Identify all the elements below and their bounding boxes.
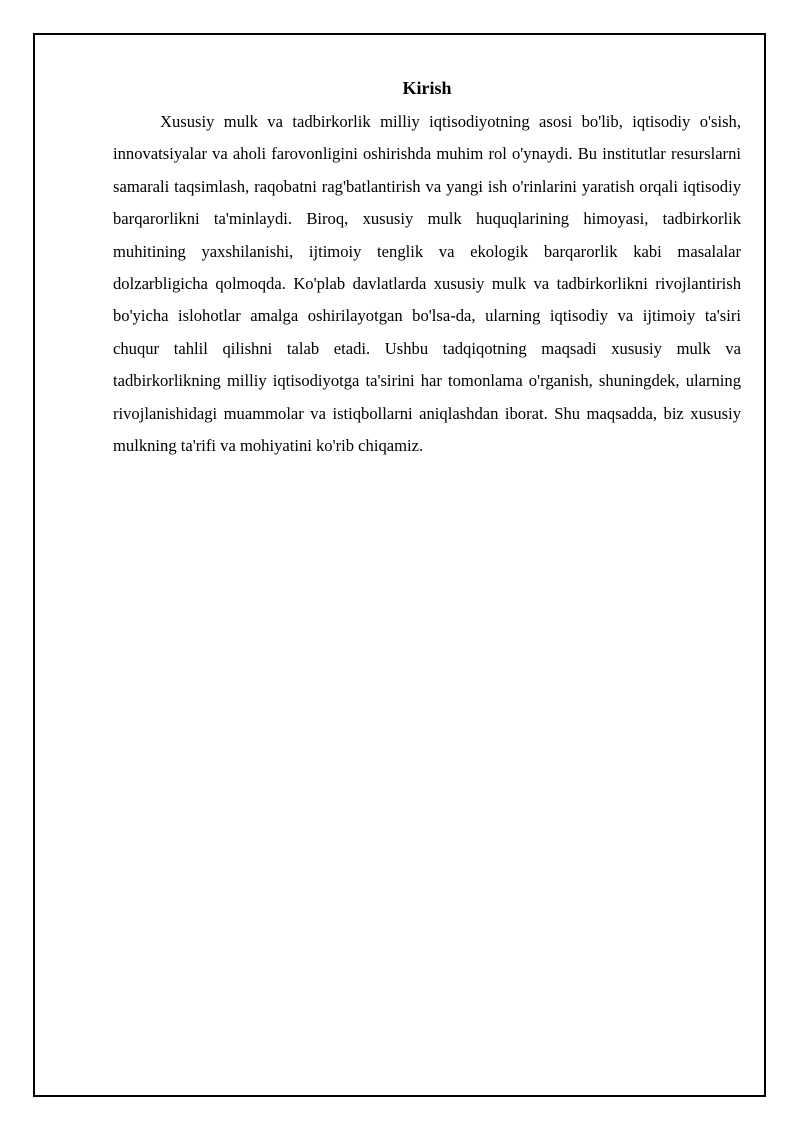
section-heading: Kirish xyxy=(402,78,452,98)
intro-paragraph: Xususiy mulk va tadbirkorlik milliy iqtisodiyotning asosi bo'lib, iqtisodiy o'sish, innovatsiyalar va aholi farovonligini oshirishda muhim rol o'ynaydi. Bu institutlar resurslarni samarali taqsimlash, raqobatni rag'batlantirish va yangi ish o'rinlarini yaratish orqali iqtisodiy barqarorlikni ta'minlaydi. Biroq, xususiy mulk huquqlarining himoyasi, tadbirkorlik muhitining yaxshilanishi, ijtimoiy tenglik va ekologik barqarorlik kabi masalalar dolzarbligicha qolmoqda. Ko'plab davlatlarda xususiy mulk va tadbirkorlikni rivojlantirish bo'yicha islohotlar amalga oshirilayotgan bo'lsa-da, ularning iqtisodiy va ijtimoiy ta'siri chuqur tahlil qilishni talab etadi. Ushbu tadqiqotning maqsadi xususiy mulk va tadbirkorlikning milliy iqtisodiyotga ta'sirini har tomonlama o'rganish, shuningdek, ularning rivojlanishidagi muammolar va istiqbollarni aniqlashdan iborat. Shu maqsadda, biz xususiy mulkning ta'rifi va mohiyatini ko'rib chiqamiz. xyxy=(113,112,741,456)
document-body xyxy=(113,74,741,462)
